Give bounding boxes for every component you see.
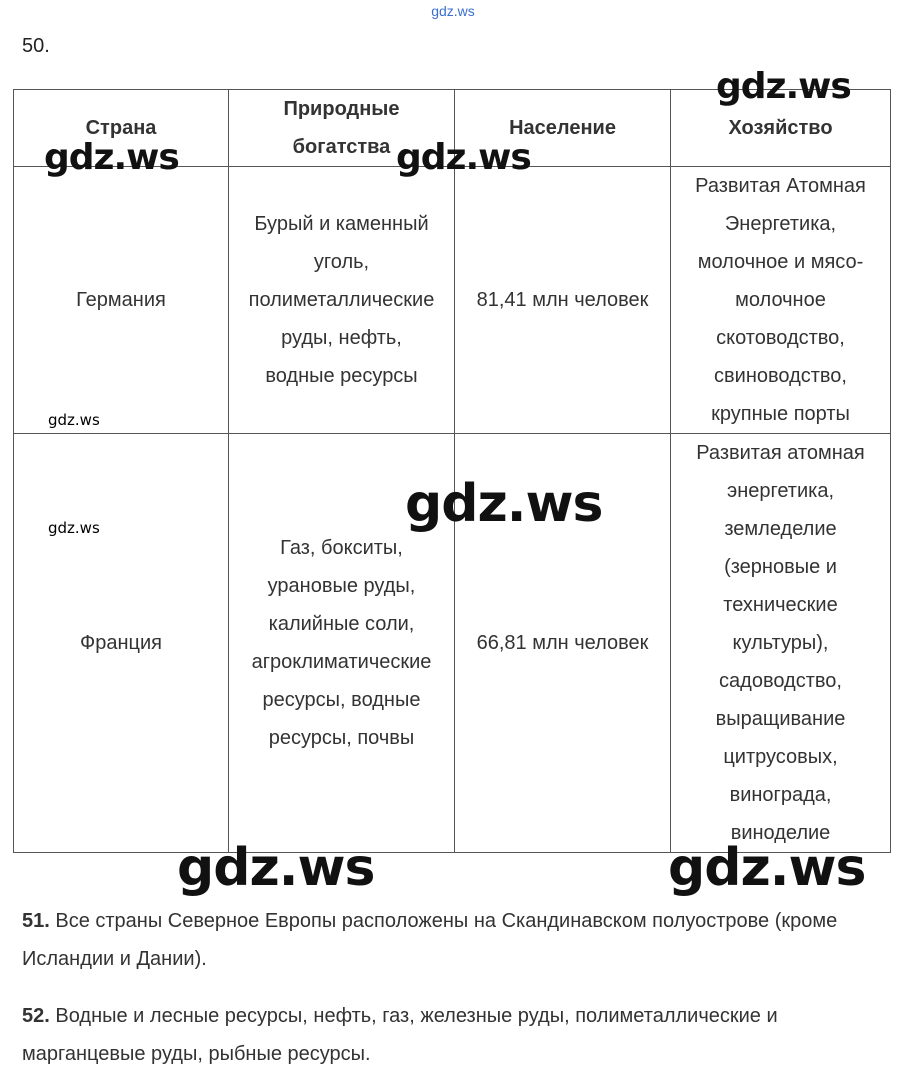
watermark: gdz.ws <box>716 66 851 107</box>
watermark: gdz.ws <box>48 519 100 537</box>
cell-line: Развитая атомная <box>696 442 865 464</box>
cell-line: цитрусовых, <box>723 746 838 768</box>
cell-line: крупные порты <box>711 403 850 425</box>
header-population: Население <box>455 90 671 167</box>
task-51-paragraph <box>22 902 882 978</box>
site-link[interactable]: gdz.ws <box>431 3 475 19</box>
table-row <box>14 167 891 434</box>
cell-country: Германия <box>14 167 229 434</box>
header-resources-line: Природные <box>283 98 400 120</box>
cell-line: скотоводство, <box>716 327 845 349</box>
cell-line: ресурсы, почвы <box>268 727 415 749</box>
task-52-number: 52. <box>22 1005 50 1027</box>
cell-line: виноделие <box>730 822 831 844</box>
cell-line: агроклиматические <box>251 651 432 673</box>
watermark: gdz.ws <box>405 474 603 534</box>
cell-line: Энергетика, <box>724 213 837 235</box>
cell-line: молочное и мясо- <box>697 251 864 273</box>
header-resources-line: богатства <box>292 136 391 158</box>
cell-line: уголь, <box>313 251 370 273</box>
header-economy: Хозяйство <box>671 90 891 167</box>
cell-line: калийные соли, <box>268 613 415 635</box>
cell-line: энергетика, <box>726 480 834 502</box>
task-51-number: 51. <box>22 910 50 932</box>
cell-line: Развитая Атомная <box>695 175 866 197</box>
header-country: Страна <box>14 90 229 167</box>
cell-line: руды, нефть, <box>281 327 402 349</box>
cell-line: технические <box>723 594 838 616</box>
watermark: gdz.ws <box>668 838 866 898</box>
countries-table <box>13 89 891 853</box>
cell-line: свиноводство, <box>714 365 847 387</box>
task-50-number: 50. <box>22 35 50 57</box>
task-51-text: Все страны Северное Европы расположены на Скандинавском полуострове (кроме Исландии и Дании). <box>22 910 838 970</box>
cell-line: садоводство, <box>719 670 842 692</box>
cell-resources <box>229 167 455 434</box>
cell-population: 81,41 млн человек <box>455 167 671 434</box>
cell-line: Бурый и каменный <box>254 213 429 235</box>
cell-line: земледелие <box>724 518 837 540</box>
cell-economy <box>671 167 891 434</box>
cell-line: Газ, бокситы, <box>280 537 403 559</box>
watermark: gdz.ws <box>396 137 531 178</box>
cell-line: выращивание <box>715 708 846 730</box>
cell-country: Франция <box>14 434 229 853</box>
watermark: gdz.ws <box>177 838 375 898</box>
task-52-text: Водные и лесные ресурсы, нефть, газ, железные руды, полиметаллические и марганцевые руды, рыбные ресурсы. <box>22 1005 778 1065</box>
task-52-paragraph <box>22 997 882 1073</box>
watermark: gdz.ws <box>44 137 179 178</box>
cell-population: 66,81 млн человек <box>455 434 671 853</box>
cell-line: водные ресурсы <box>265 365 418 387</box>
cell-line: (зерновые и <box>724 556 837 578</box>
cell-line: винограда, <box>729 784 832 806</box>
cell-line: молочное <box>735 289 826 311</box>
cell-line: ресурсы, водные <box>262 689 421 711</box>
cell-economy <box>671 434 891 853</box>
watermark: gdz.ws <box>48 411 100 429</box>
cell-line: полиметаллические <box>248 289 435 311</box>
cell-line: культуры), <box>732 632 829 654</box>
cell-line: урановые руды, <box>267 575 416 597</box>
